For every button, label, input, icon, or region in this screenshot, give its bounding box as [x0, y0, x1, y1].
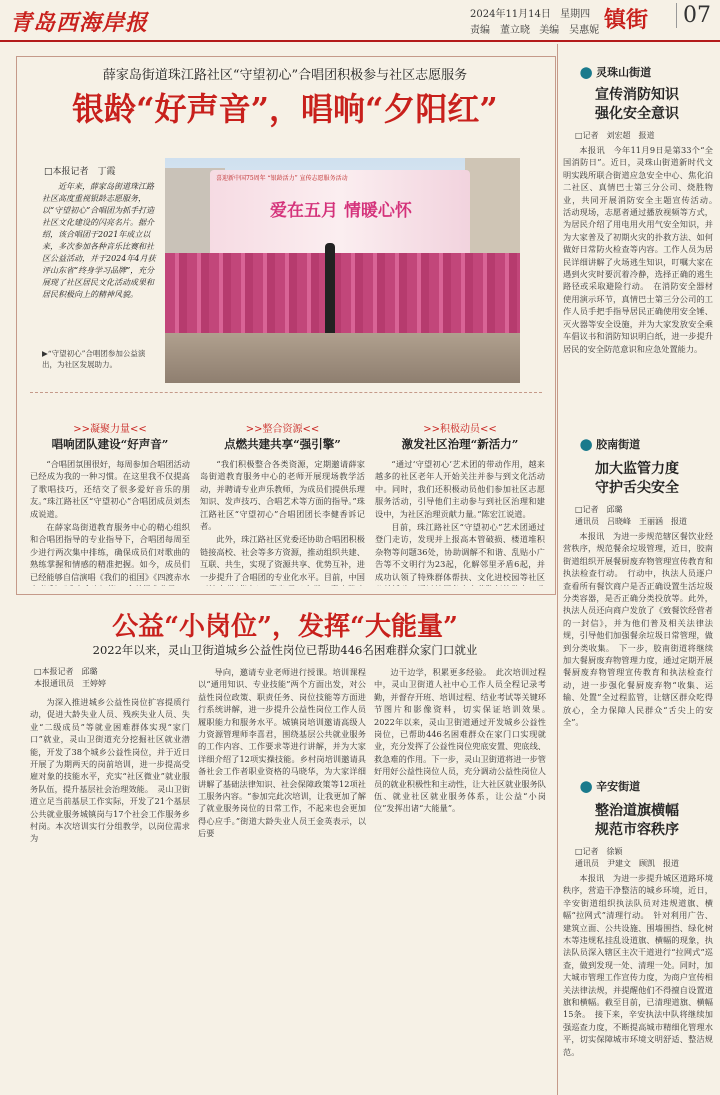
photo-caption: ▶“守望初心”合唱团参加公益演出，为社区发展助力。 [42, 349, 146, 369]
editor-credit: 责编 董立晓 [470, 25, 530, 36]
sidebar1-location-name: 灵珠山街道 [596, 66, 652, 79]
article2-title: 公益“小岗位”，发挥“大能量” [112, 612, 458, 642]
sidebar2-byline: □记者 邱璐 [575, 505, 623, 514]
sidebar3-location-name: 辛安街道 [596, 780, 641, 793]
sidebar3-title [561, 802, 713, 840]
sec2-para: 此外，珠江路社区党委还协助合唱团积极链接高校、社会等多方资源，推动组织共建、互联、共生，实现了资源共享、优势互补，进一步提升了合唱团的专业化水平。目前，中国 [200, 534, 365, 582]
sec2-para: “我们积极整合各类资源，定期邀请薛家岛街道教育服务中心的老师开展现场教学活动，并聘请专业声乐教师，为成员们提供乐理知识、发声技巧、合唱艺术等方面的指导。”珠江路社区“守望初心”合唱团团长李健香诉记者。 [200, 459, 365, 532]
sidebar2-location-name: 胶南街道 [596, 438, 641, 451]
sidebar2-title-line: 守护舌尖安全 [595, 480, 679, 496]
banner-small-text: 喜迎新中国75周年 “银龄活力” 宣传志愿服务活动 [216, 175, 348, 182]
location-pin-icon: ⬤ [580, 438, 593, 451]
article1-kicker: 薛家岛街道珠江路社区“守望初心”合唱团积极参与社区志愿服务 [102, 68, 468, 83]
sidebar3-title-line: 规范市容秩序 [595, 822, 679, 838]
sidebar3-byline2: 通讯员 尹建文 顾凯 报道 [575, 859, 679, 868]
sidebar1-title-line: 强化安全意识 [595, 106, 679, 122]
designer-credit: 美编 吴惠妮 [539, 25, 600, 36]
sidebar3-location [580, 778, 640, 794]
page-header [0, 0, 720, 42]
banner-text: 爱在五月 情暖心怀 [270, 201, 412, 221]
article2-col1: 为深入推进城乡公益性岗位扩容提质行动，促进大龄失业人员、残疾失业人员、失业“二级成员”等就业困难群体实现“家门口”就业，灵山卫街道充分挖掘社区就业潜能，开发了38个城乡公益性岗位，并于近日开展了为期两天的岗前培训，进一步提高受雇对象的技能水平，充实“社区微业”就业服务队伍，提升基层社会治理效能。 灵山卫街道立足当前基层工作实际，开发了21个基层公共就业服务城镇岗与17个社会工作服务乡村岗。本次培训实行分组教学，以岗位需求为 [30, 697, 190, 844]
article1-byline: □本报记者 丁霞 [44, 167, 116, 177]
choir-members [165, 253, 520, 333]
sidebar3-byline: □记者 徐颖 [575, 847, 623, 856]
sec1-para: “合唱团氛围很好，每周参加合唱团活动已经成为我的一种习惯。在这里我不仅提高了歌唱技巧，还结交了很多爱好音乐的朋友。”珠江路社区“守望初心”合唱团成员刘杰成说道。 [30, 459, 190, 519]
sidebar1-title-line: 宣传消防知识 [595, 87, 679, 103]
sec2-tag: >>整合资源<< [245, 424, 320, 435]
article1-title: 银龄“好声音”，唱响“夕阳红” [72, 90, 498, 128]
issue-weekday: 星期四 [560, 9, 591, 20]
sidebar2-title-line: 加大监管力度 [595, 461, 679, 477]
article2-byline1: □本报记者 邱璐 [34, 667, 98, 676]
date-line [470, 5, 590, 20]
masthead-logo: 青岛西海岸报 [10, 10, 149, 36]
article2-deck: 2022年以来，灵山卫街道城乡公益性岗位已帮助446名困难群众家门口就业 [92, 643, 478, 657]
section-name: 镇街 [604, 7, 649, 33]
sidebar3-body: 本报讯 为进一步提升城区道路环境秩序，营造干净整洁的城乡环境，近日，辛安街道组织执法队员对违规道旗、横幅“拉网式”清理行动。 针对利用广告、建筑立面、公共设施、围墙围挡、绿化树木等违规私挂乱设道旗、横幅的现象，执法队员深入辖区主次干道进行“拉网式”巡查，做到发现一处、清理一处。同时，加大城市管理工作宣传力度，为商户宣传相关法律法规，并提醒他们不得擅自设置道旗和横幅。截至目前，已清理道旗、横幅15条。 接下来，辛安执法中队将继续加强巡查力度，不断提高城市精细化管理水平，切实保障城市环境文明舒适、整洁规范。 [563, 873, 713, 1057]
article2-col3: 边干边学，积累更多经验。 此次培训过程中，灵山卫街道人社中心工作人员全程记录考勤，并督存开班、培训过程、结业考试等关键环节图片和影像资料，切实保证培训效果。 2022年以来，灵山卫街道通过开发城乡公益性岗位，已帮助446名困难群众在家门口实现就业，充分发挥了公益性岗位兜底安置、兜底线、救急难的作用。下一步，灵山卫街道将进一步管好用好公益性岗位人员，充分调动公益性岗位人员的就业积极性和主动性，让大社区就业服务队伍、就业社区就业服务体系，让公益“小岗位”发挥出诸“大能量”。 [374, 667, 546, 814]
article1-intro: 近年来，薛家岛街道珠江路社区高度重视银龄志愿服务，以“守望初心”合唱团为抓手打造社区文化建设的闪亮名片。据介绍，该合唱团于2021年成立以来，多次参加各种音乐比赛和社区公益活动，并于2024年4月获评山东省“终身学习品牌”，充分展现了社区居民文化活动成果和居民积极向上的精神风貌。 [42, 182, 156, 299]
editor-line [470, 21, 599, 36]
conductor [325, 243, 335, 338]
sidebar1-body: 本报讯 今年11月9日是第33个“全国消防日”。近日，灵珠山街道新时代文明实践所联合街道应急安全中心、焦化泊二社区、真情巴士第三分公司、烧胜物业，共同开展消防安全主题宣传活动。 活动现场，志愿者通过播放视频等方式，为居民介绍了用电用火用气安全知识，并为大家普及了初期火灾的扑救方法、如何做好日常防火检查等内容。工作人员为居民详细讲解了火场逃生知识，叮嘱大家在遇到火灾时要沉着冷静，选择正确的逃生路径或采取避险行动。 在消防安全器材使用演示环节，真情巴士第三分公司的工作人员手把手指导居民正确使用安全锤、灭火器等安全设施，并为大家发放安全乘车倡议书和消防知识明白纸，进一步提升居民的安全防范意识和应急处置能力。 [563, 145, 713, 354]
sidebar3-title-line: 整治道旗横幅 [595, 803, 679, 819]
sec1-body [30, 458, 190, 586]
issue-date: 2024年11月14日 [470, 9, 551, 20]
sidebar1-byline: □记者 刘宏超 报道 [575, 131, 655, 140]
divider [30, 392, 542, 393]
stage-banner [210, 170, 470, 258]
sec3-para: “通过‘守望初心’艺术团的带动作用，越来越多的社区老年人开始关注并参与到文化活动中。同时，我们还积极动员他们参加社区志愿服务活动，引导他们主动参与到社区治理和建设中，为社区治理贡献力量。”陈宏江说道。 [375, 459, 545, 519]
sec3-tag: >>积极动员<< [423, 424, 497, 435]
intro-box [38, 158, 161, 383]
page-number: 07 [676, 3, 711, 28]
sidebar1-title [561, 86, 713, 124]
sec3-body [375, 458, 545, 586]
sec1-tag: >>凝聚力量<< [73, 424, 147, 435]
location-pin-icon: ⬤ [580, 66, 593, 79]
sec2-body [200, 458, 365, 586]
sec1-subhead: 唱响团队建设“好声音” [51, 437, 169, 451]
article2-col2: 导向，邀请专业老师进行授课。培训课程以“通用知识、专业技能”两个方面出发，对公益性岗位政策、职责任务、岗位技能等方面进行系统讲解，进一步提升公益性岗位工作人员履职能力和服务水平。城镇岗培训邀请高级人力资源管理师李喜君，围绕基层公共就业服务的工作内容、工作要求等进行讲解，并为大家详细介绍了12项实操技能。乡村岗培训邀请具备社会工作者职业资格的马晓华，为大家详细讲解了基础法律知识、社会保障政策等12项社工服务内容。“参加完此次培训，让我更加了解了就业服务岗位的日常工作，不起来也会更加得心应手。”街道大龄失业人员王金英表示，以后要 [198, 667, 366, 839]
column-rule [557, 44, 558, 1095]
sec1-para: 在薛家岛街道教育服务中心的精心组织和合唱团指导的专业指导下，合唱团每周至少进行两次集中排练，确保成员们对歌曲的熟练掌握和情感的精准把握。如今，成员们已经能够自信演唱《我们的祖国》《四渡赤水 [30, 522, 190, 582]
stage-floor [165, 333, 520, 383]
sec2-subhead: 点燃共建共享“强引擎” [224, 437, 341, 451]
sidebar2-byline2: 通讯员 吕晓峰 王丽涵 报道 [575, 517, 687, 526]
sidebar2-body: 本报讯 为进一步规范辖区餐饮业经营秩序，规范餐余垃圾管理，近日，胶南街道组织开展餐厨废弃物管理宣传教育和执法检查行动。 行动中，执法人员逐户查看所有餐饮商户是否正确设置生活垃圾分类容器，是否正确分类投放等。此外，执法人员还向商户发放了《致餐饮经营者的一封信》，并为他们普及相关法律法规，引导他们加强餐余垃圾日常管理，做到分类收集。 下一步，胶南街道将继续加大餐厨废弃物管理力度，通过定期开展餐厨废弃物管理宣传教育和执法检查行动，进一步强化餐厨废弃物“收集、运输、处置”全过程监管，让辖区群众吃得放心，全力保障人民群众“舌尖上的安全”。 [563, 531, 713, 728]
sidebar1-location [580, 64, 651, 80]
sidebar2-location [580, 436, 640, 452]
sec3-para: 目前，珠江路社区“守望初心”艺术团通过登门走访，发现并上报高本管破损、楼道堆积杂物等问题36处，协助调解不和谐、乱贴小广告等不文明行为23起，化解邻里矛盾6起，并成功认领了特殊群体帮扶、文化进校园等社区 [375, 522, 545, 582]
choir-photo [165, 158, 520, 383]
sec3-subhead: 激发社区治理“新活力” [401, 437, 519, 451]
sidebar2-title [561, 460, 713, 498]
article2-byline2: 本报通讯员 王婷婷 [34, 679, 106, 688]
location-pin-icon: ⬤ [580, 780, 593, 793]
